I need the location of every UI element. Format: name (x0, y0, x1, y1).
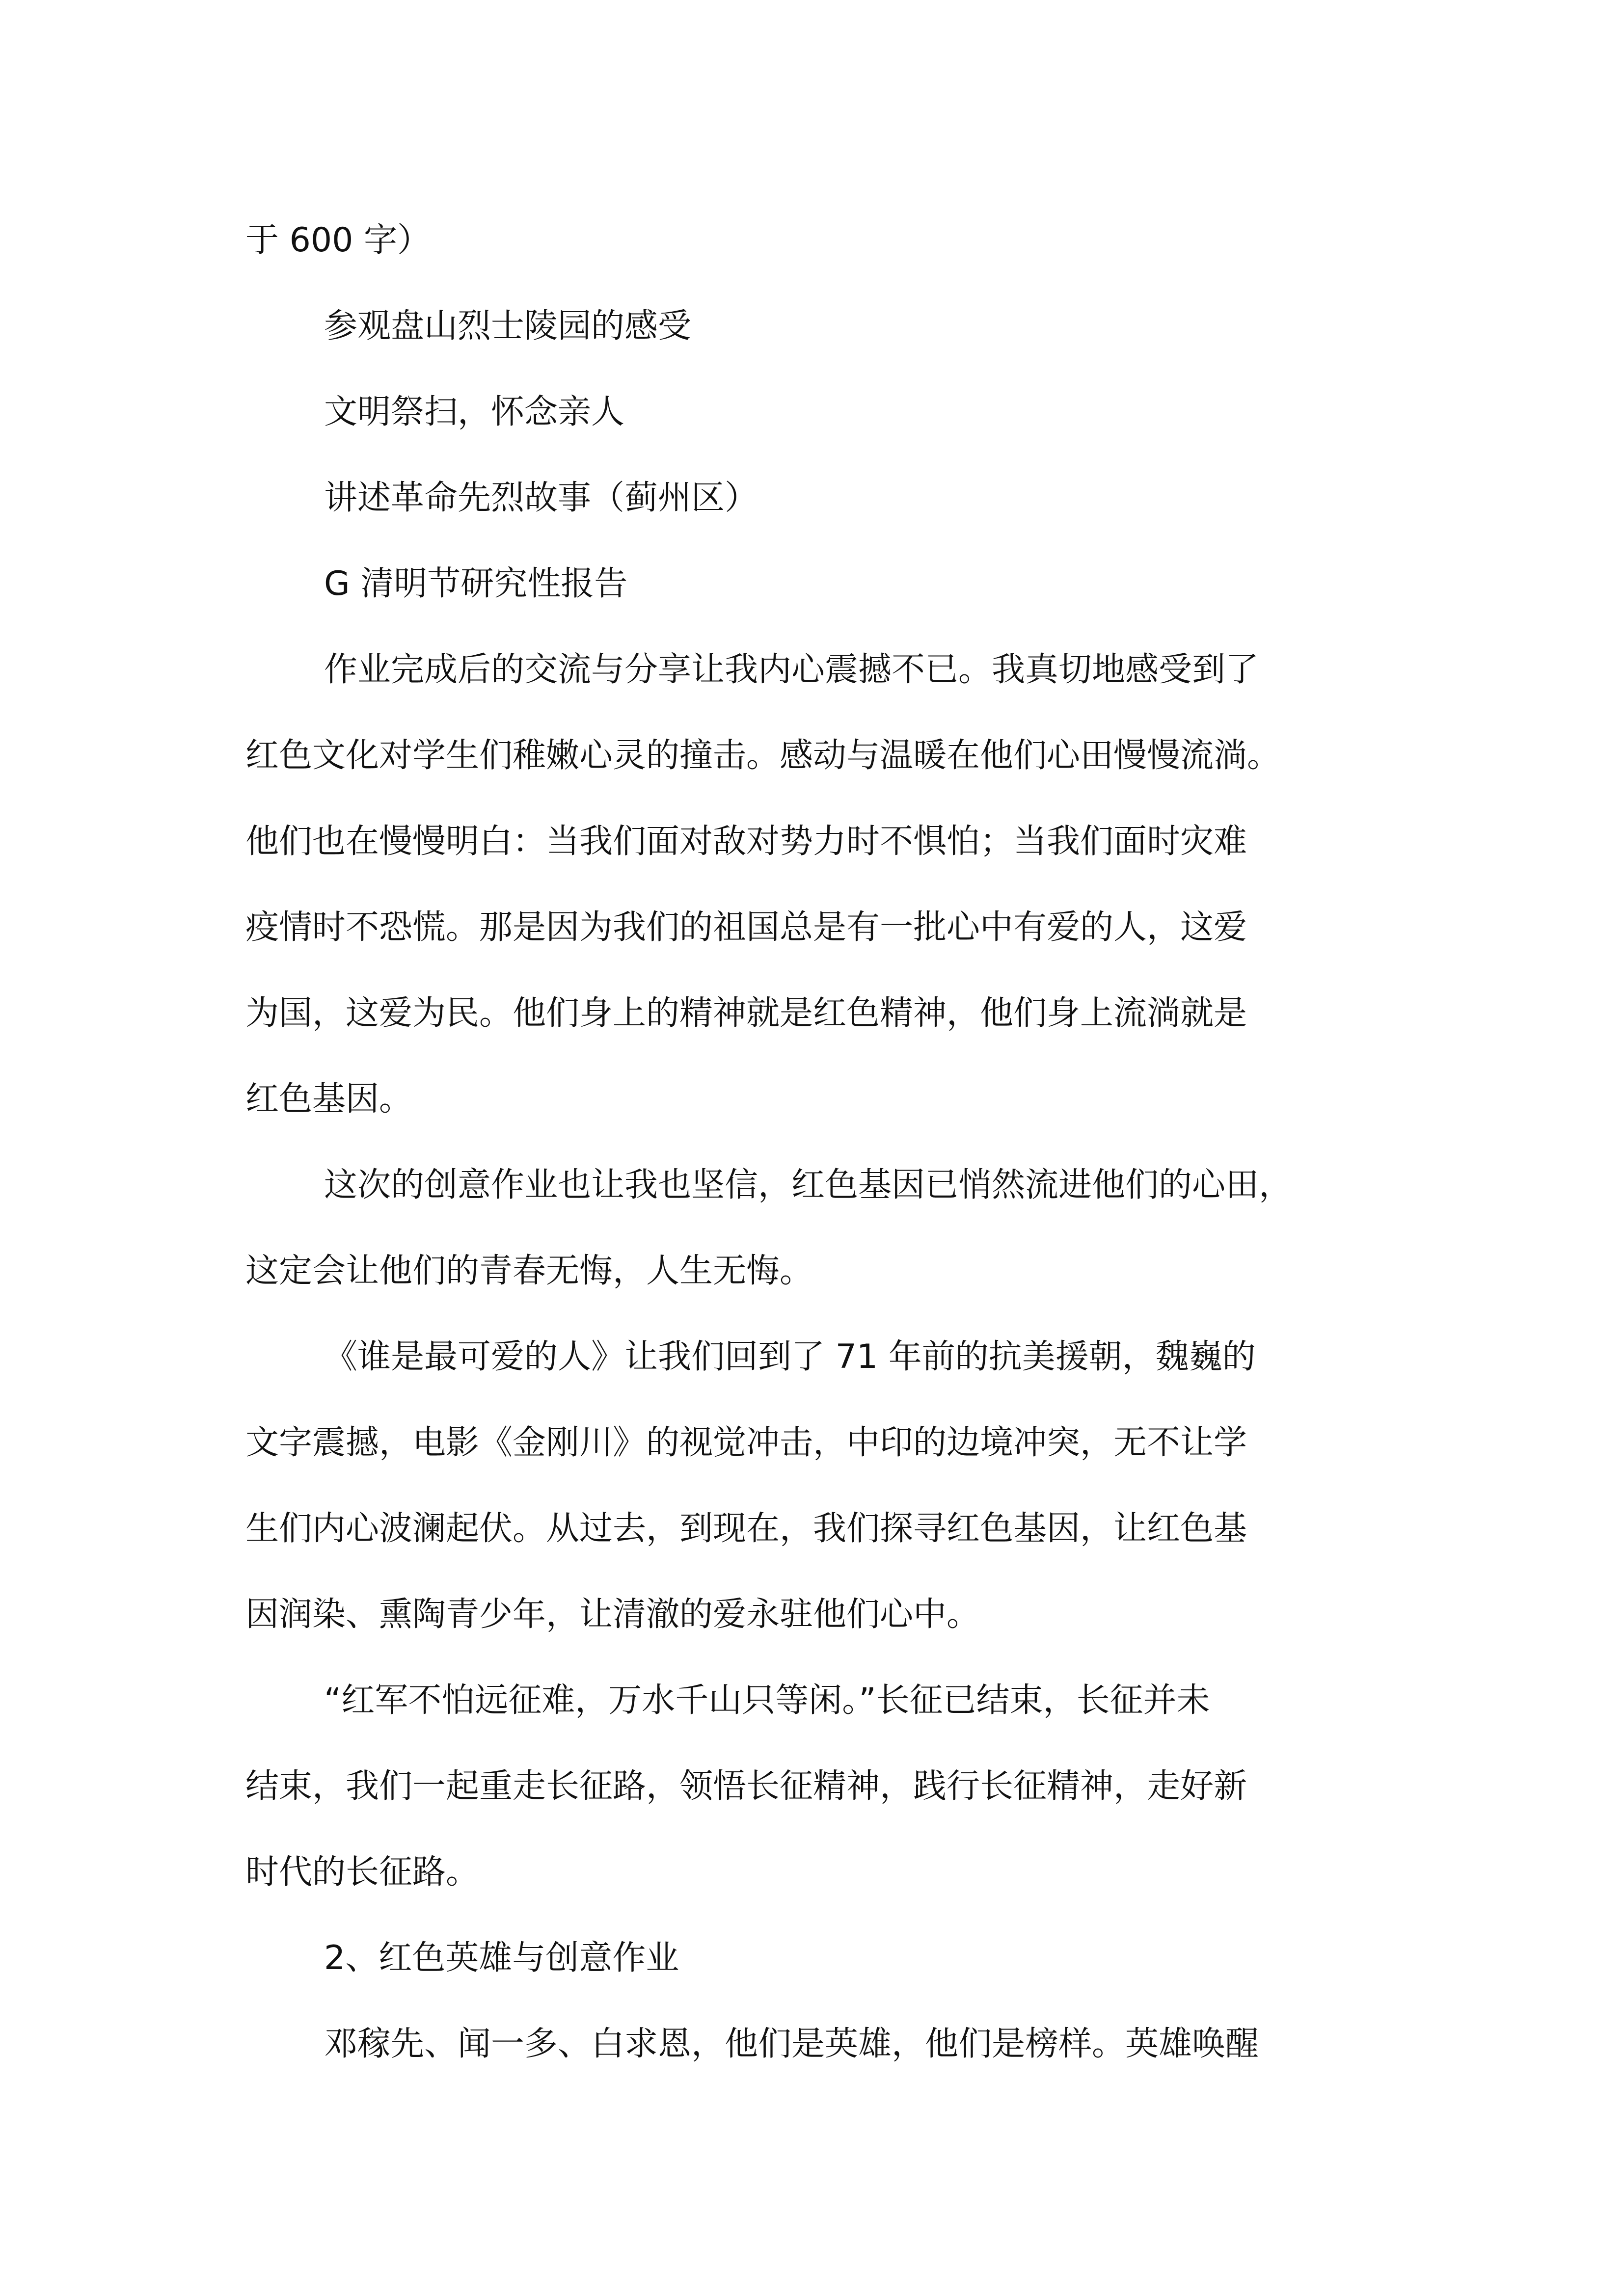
text-line: 文字震撼，电影《金刚川》的视觉冲击，中印的边境冲突，无不让学 (245, 1423, 1247, 1462)
text-line: 红色基因。 (245, 1080, 413, 1119)
section-heading: 2、红色英雄与创意作业 (324, 1939, 679, 1977)
text-line: 《谁是最可爱的人》让我们回到了 71 年前的抗美援朝，魏巍的 (324, 1337, 1256, 1376)
text-line: 这定会让他们的青春无悔，人生无悔。 (245, 1252, 813, 1290)
text-line: 讲述革命先烈故事（蓟州区） (324, 479, 758, 517)
text-line: G 清明节研究性报告 (324, 564, 628, 603)
text-line: 作业完成后的交流与分享让我内心震撼不已。我真切地感受到了 (324, 650, 1259, 689)
text-line: 邓稼先、闻一多、白求恩，他们是英雄，他们是榜样。英雄唤醒 (324, 2025, 1259, 2063)
text-line: 疫情时不恐慌。那是因为我们的祖国总是有一批心中有爱的人，这爱 (245, 908, 1247, 947)
text-line: “红军不怕远征难，万水千山只等闲。”长征已结束，长征并未 (324, 1681, 1210, 1720)
text-line: 时代的长征路。 (245, 1853, 480, 1892)
text-line: 生们内心波澜起伏。从过去，到现在，我们探寻红色基因，让红色基 (245, 1509, 1247, 1548)
text-line: 结束，我们一起重走长征路，领悟长征精神，践行长征精神，走好新 (245, 1767, 1247, 1806)
text-line: 红色文化对学生们稚嫩心灵的撞击。感动与温暖在他们心田慢慢流淌。 (245, 736, 1281, 775)
text-line: 这次的创意作业也让我也坚信，红色基因已悄然流进他们的心田， (324, 1166, 1293, 1204)
text-line: 为国，这爱为民。他们身上的精神就是红色精神，他们身上流淌就是 (245, 994, 1247, 1033)
text-line: 因润染、熏陶青少年，让清澈的爱永驻他们心中。 (245, 1595, 980, 1634)
text-line: 于 600 字） (245, 221, 431, 260)
text-line: 参观盘山烈士陵园的感受 (324, 307, 692, 346)
text-line: 他们也在慢慢明白：当我们面对敌对势力时不惧怕；当我们面时灾难 (245, 822, 1247, 861)
text-line: 文明祭扫，怀念亲人 (324, 393, 625, 431)
